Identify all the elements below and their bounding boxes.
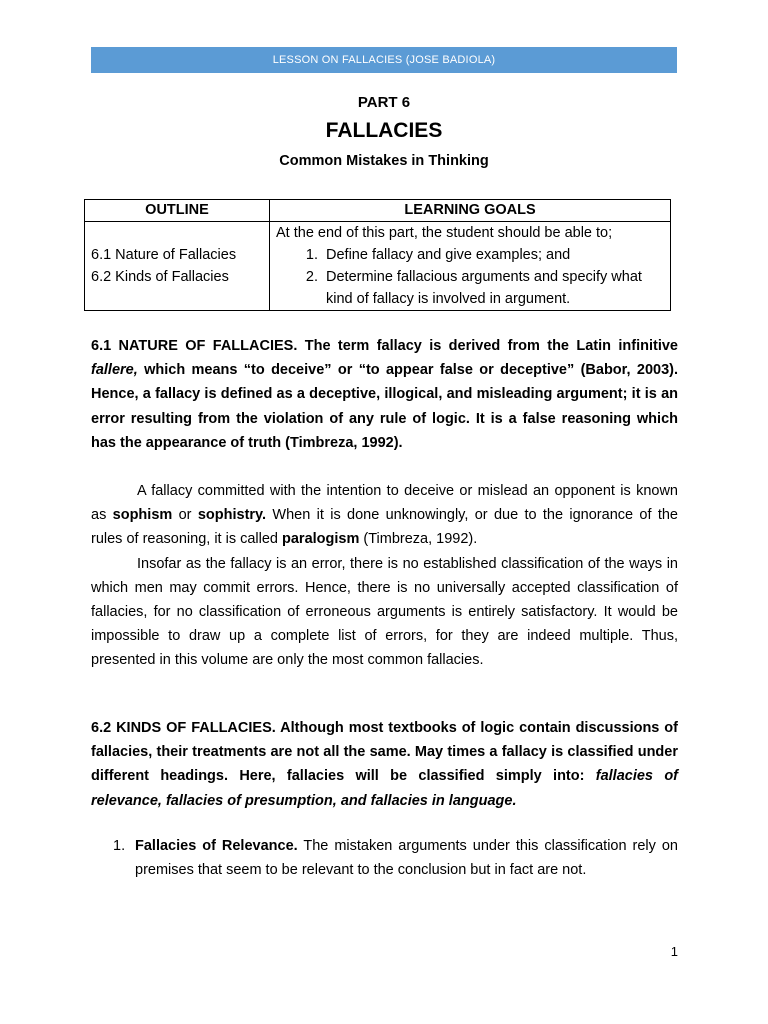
text-run: (Timbreza, 1992). — [359, 531, 478, 548]
text-run: A fallacy committed with the intention to deceive or mislead an opponent is known as — [91, 483, 678, 524]
text-run-italic: fallere, — [91, 362, 138, 379]
outline-item: 6.1 Nature of Fallacies — [91, 247, 237, 263]
text-run: When it is done unknowingly, or due to the ignorance of the rules of reasoning, it is called — [91, 507, 678, 548]
header-bar: LESSON ON FALLACIES (JOSE BADIOLA) — [91, 47, 677, 73]
list-number: 1. — [113, 838, 126, 854]
list-item — [91, 834, 678, 882]
outline-header: OUTLINE — [85, 200, 270, 222]
page-subtitle: Common Mistakes in Thinking — [279, 153, 489, 169]
part-label: PART 6 — [357, 94, 411, 111]
goal-item: 1. Define fallacy and give examples; and — [322, 244, 664, 266]
paragraph: Insofar as the fallacy is an error, there is no established classification of the ways in which men may commit errors. Hence, there is no universally accepted classification of fallacies, for no classification of erroneous arguments is entirely satisfactory. It would be impossible to draw up a complete list of errors, for they are indeed multiple. Thus, presented in this volume are only the most common fallacies. — [91, 555, 678, 669]
goals-intro: At the end of this part, the student should be able to; — [276, 225, 613, 241]
section-6-1-body — [91, 479, 678, 673]
term-sophistry: sophistry. — [197, 507, 267, 524]
text-run: 6.2 KINDS OF FALLACIES. Although most textbooks of logic contain discussions of fallacies, their treatments are not all the same. May times a fallacy is classified under different headings. Here, fallacies will be classified simply into: — [91, 720, 678, 785]
term-paralogism: paralogism — [282, 531, 360, 548]
goal-item: 2. Determine fallacious arguments and specify what kind of fallacy is involved in argument. — [322, 266, 664, 310]
page-number: 1 — [670, 944, 678, 959]
goals-list — [276, 244, 664, 310]
text-run: The mistaken arguments under this classification rely on premises that seem to be relevant to the conclusion but in fact are not. — [135, 838, 678, 879]
term-sophism: sophism — [112, 507, 173, 524]
text-run: which means “to deceive” or “to appear false or deceptive” (Babor, 2003). Hence, a fallacy is defined as a deceptive, illogical, and misleading argument; it is an error resulting from the violation of any rule of logic. It is a false reasoning which has the appearance of truth (Timbreza, 1992). — [91, 362, 678, 451]
section-6-1-definition — [91, 334, 678, 455]
learning-goals-header: LEARNING GOALS — [270, 200, 671, 222]
text-run-italic: fallacies of relevance, fallacies of presumption, and fallacies in language. — [91, 768, 679, 809]
learning-goals-cell — [270, 222, 671, 311]
page-title: FALLACIES — [325, 119, 443, 142]
table-header-row — [85, 200, 671, 222]
outline-table — [84, 199, 671, 311]
section-6-2 — [91, 716, 678, 813]
table-row — [85, 222, 671, 311]
outline-cell — [85, 222, 270, 311]
list-term: Fallacies of Relevance. — [135, 838, 298, 854]
outline-item: 6.2 Kinds of Fallacies — [91, 269, 229, 285]
text-run: 6.1 NATURE OF FALLACIES. The term fallacy is derived from the Latin infinitive — [91, 338, 678, 354]
text-run: or — [172, 507, 198, 524]
